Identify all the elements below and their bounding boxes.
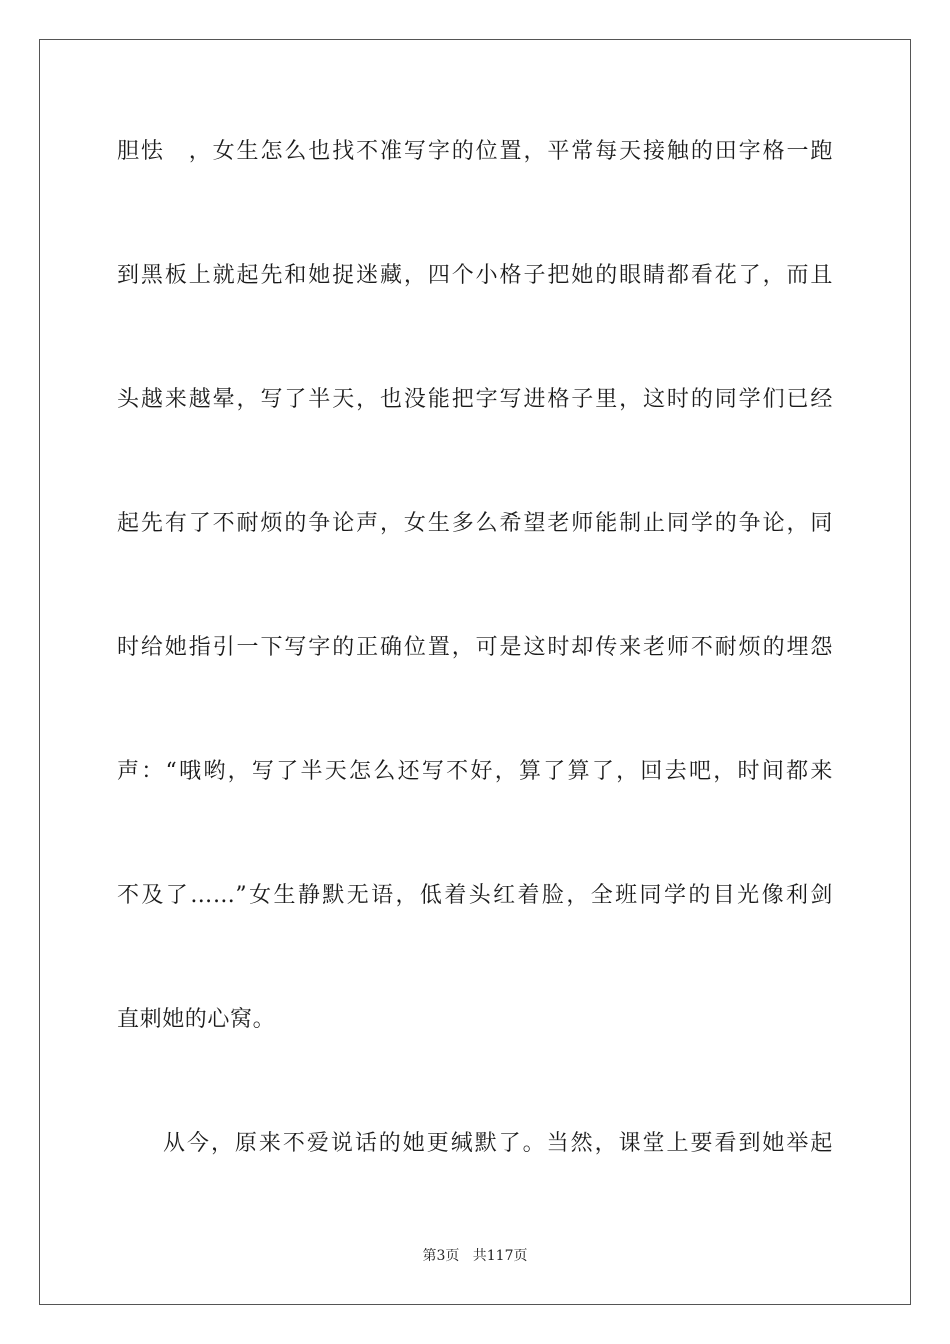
page-number: 第3页 — [422, 1248, 460, 1264]
paragraph-line: 声：“哦哟，写了半天怎么还写不好，算了算了，回去吧，时间都来 — [117, 759, 833, 784]
paragraph-line: 不及了……”女生静默无语，低着头红着脸，全班同学的目光像利剑 — [117, 883, 833, 908]
paragraph-line: 头越来越晕，写了半天，也没能把字写进格子里，这时的同学们已经 — [117, 387, 833, 412]
paragraph-line: 时给她指引一下写字的正确位置，可是这时却传来老师不耐烦的埋怨 — [117, 635, 833, 660]
paragraph-line: 从今，原来不爱说话的她更缄默了。当然，课堂上要看到她举起 — [163, 1131, 833, 1156]
paragraph-line: 直刺她的心窝。 — [117, 1007, 276, 1032]
total-pages: 共117页 — [472, 1248, 528, 1264]
paragraph-line: 起先有了不耐烦的争论声，女生多么希望老师能制止同学的争论，同 — [117, 511, 833, 536]
paragraph-line: 胆怯 ，女生怎么也找不准写字的位置，平常每天接触的田字格一跑 — [117, 139, 833, 164]
page-border — [39, 39, 911, 1305]
paragraph-line: 到黑板上就起先和她捉迷藏，四个小格子把她的眼睛都看花了，而且 — [117, 263, 833, 288]
page-footer — [0, 1247, 950, 1265]
